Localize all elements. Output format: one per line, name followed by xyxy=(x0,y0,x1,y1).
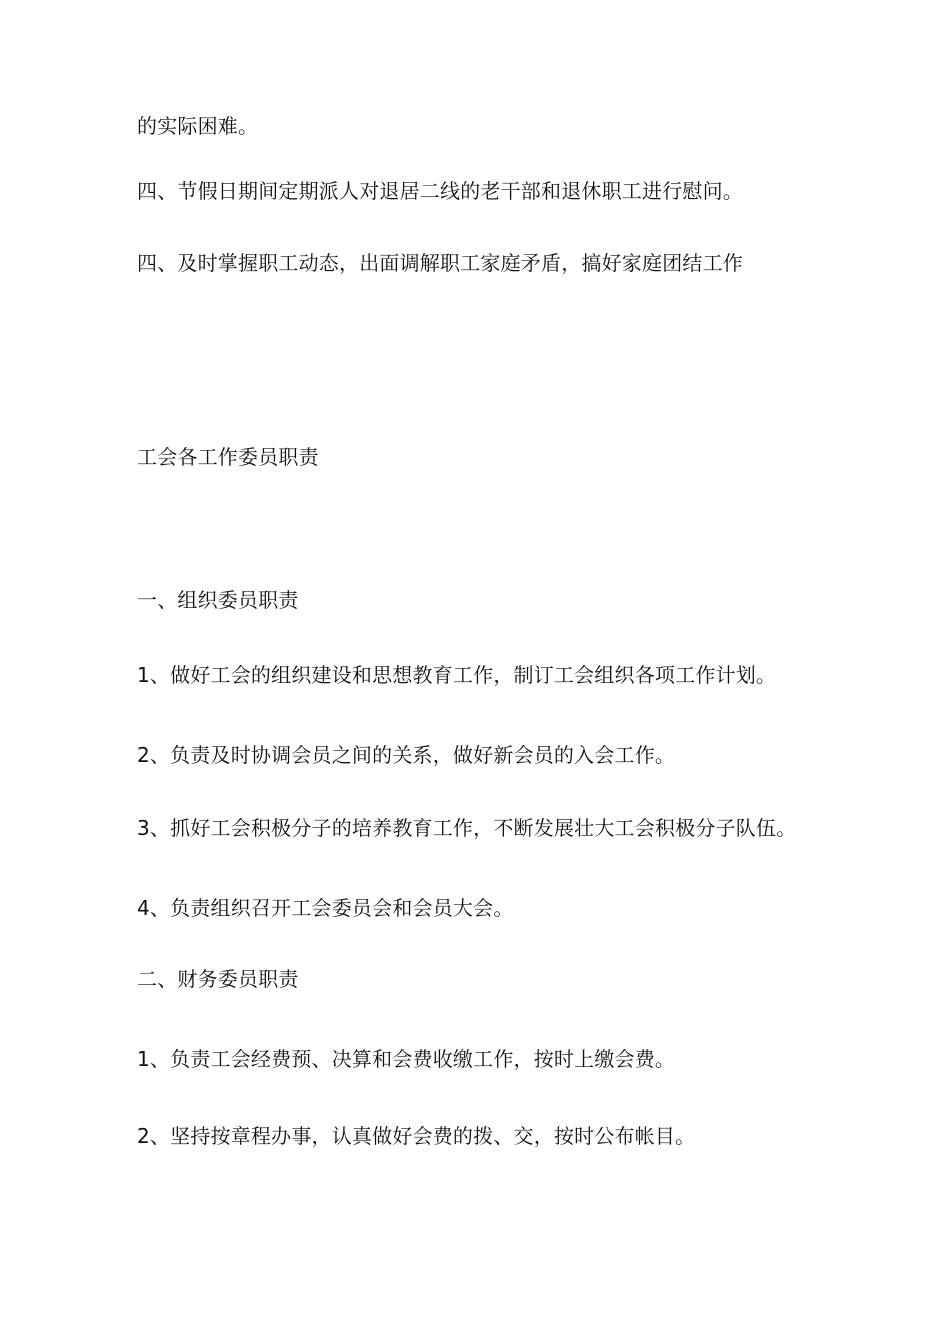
list-item-organization-4: 4、负责组织召开工会委员会和会员大会。 xyxy=(137,896,514,920)
paragraph-family-mediation: 四、及时掌握职工动态，出面调解职工家庭矛盾，搞好家庭团结工作 xyxy=(137,251,743,275)
list-item-organization-1: 1、做好工会的组织建设和思想教育工作，制订工会组织各项工作计划。 xyxy=(137,663,777,687)
heading-finance-member: 二、财务委员职责 xyxy=(137,967,299,991)
list-item-finance-2: 2、坚持按章程办事，认真做好会费的拨、交，按时公布帐目。 xyxy=(137,1124,696,1148)
list-item-organization-2: 2、负责及时协调会员之间的关系，做好新会员的入会工作。 xyxy=(137,743,676,767)
list-item-organization-3: 3、抓好工会积极分子的培养教育工作，不断发展壮大工会积极分子队伍。 xyxy=(137,816,797,840)
paragraph-practical-difficulties: 的实际困难。 xyxy=(137,114,259,138)
heading-organization-member: 一、组织委员职责 xyxy=(137,588,299,612)
section-title-committee-duties: 工会各工作委员职责 xyxy=(137,445,319,469)
list-item-finance-1: 1、负责工会经费预、决算和会费收缴工作，按时上缴会费。 xyxy=(137,1047,676,1071)
paragraph-holiday-visits: 四、节假日期间定期派人对退居二线的老干部和退休职工进行慰问。 xyxy=(137,179,743,203)
